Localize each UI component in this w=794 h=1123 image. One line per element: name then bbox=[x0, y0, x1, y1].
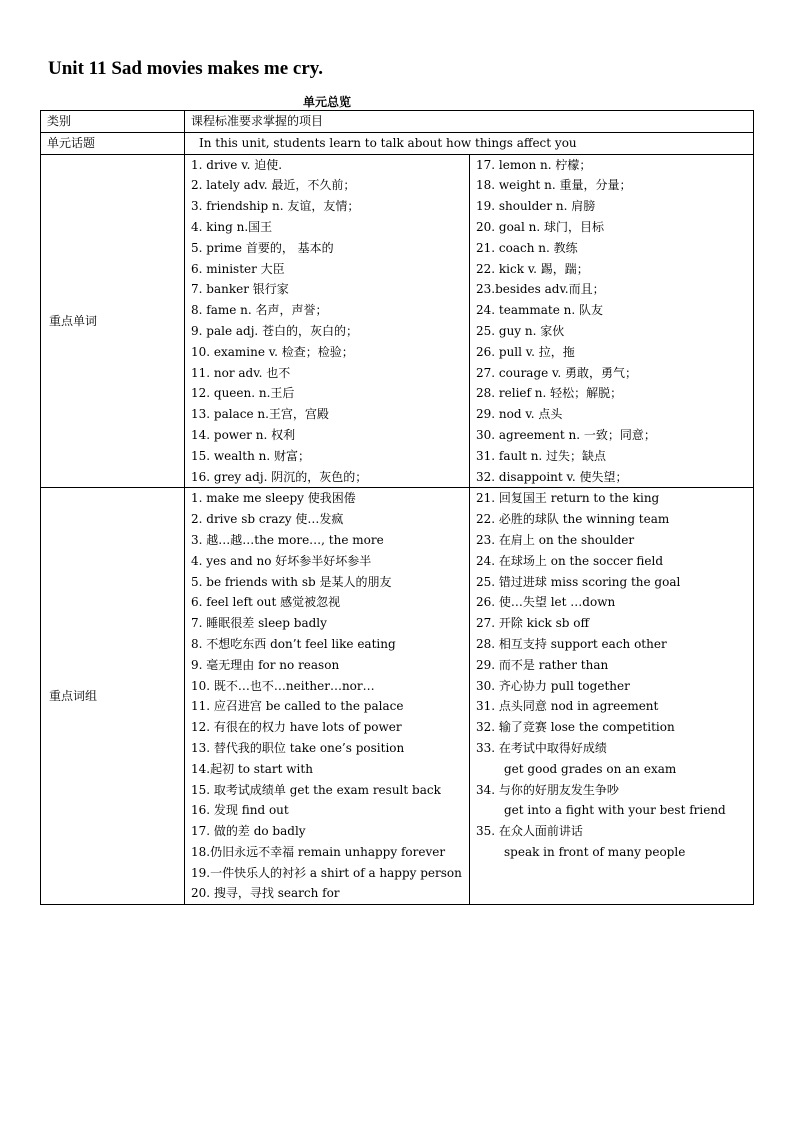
word-item: 29. nod v. 点头 bbox=[476, 407, 563, 422]
table-header-row bbox=[41, 111, 754, 133]
word-item: 21. coach n. 教练 bbox=[476, 240, 578, 255]
header-category: 类别 bbox=[41, 111, 185, 133]
phrase-item: 27. 开除 kick sb off bbox=[476, 616, 590, 631]
phrase-item: 17. 做的差 do badly bbox=[191, 824, 306, 839]
phrase-item: 28. 相互支持 support each other bbox=[476, 636, 667, 651]
word-item: 32. disappoint v. 使失望； bbox=[476, 469, 628, 484]
phrase-item-translation: get into a fight with your best friend bbox=[504, 803, 726, 818]
word-item: 23.besides adv.而且； bbox=[476, 282, 605, 297]
phrase-item: 1. make me sleepy 使我困倦 bbox=[191, 491, 356, 506]
phrase-item-translation: get good grades on an exam bbox=[504, 761, 677, 776]
word-item: 19. shoulder n. 肩膀 bbox=[476, 199, 596, 214]
words-label: 重点单词 bbox=[41, 154, 185, 488]
phrase-item: 21. 回复国王 return to the king bbox=[476, 491, 660, 506]
phrase-item: 25. 错过进球 miss scoring the goal bbox=[476, 574, 681, 589]
phrase-item: 31. 点头同意 nod in agreement bbox=[476, 699, 659, 714]
word-item: 10. examine v. 检查；检验； bbox=[191, 344, 354, 359]
phrase-item: 6. feel left out 感觉被忽视 bbox=[191, 595, 341, 610]
phrase-item: 7. 睡眠很差 sleep badly bbox=[191, 616, 327, 631]
phrases-row bbox=[41, 488, 754, 905]
phrase-item: 23. 在肩上 on the shoulder bbox=[476, 532, 635, 547]
word-item: 1. drive v. 迫使. bbox=[191, 157, 283, 172]
phrase-item: 33. 在考试中取得好成绩 bbox=[476, 740, 607, 755]
word-item: 13. palace n.王宫，宫殿 bbox=[191, 407, 329, 422]
phrase-item: 5. be friends with sb 是某人的朋友 bbox=[191, 574, 392, 589]
topic-row bbox=[41, 132, 754, 154]
word-item: 30. agreement n. 一致；同意； bbox=[476, 427, 656, 442]
overview-table bbox=[40, 110, 754, 905]
phrases-left-column bbox=[185, 488, 470, 905]
word-item: 26. pull v. 拉，拖 bbox=[476, 344, 575, 359]
word-item: 28. relief n. 轻松；解脱； bbox=[476, 386, 623, 401]
word-item: 14. power n. 权利 bbox=[191, 427, 296, 442]
word-item: 8. fame n. 名声，声誉； bbox=[191, 303, 328, 318]
topic-label: 单元话题 bbox=[41, 132, 185, 154]
word-item: 7. banker 银行家 bbox=[191, 282, 289, 297]
word-item: 27. courage v. 勇敢，勇气； bbox=[476, 365, 638, 380]
phrase-item: 22. 必胜的球队 the winning team bbox=[476, 512, 670, 527]
word-item: 17. lemon n. 柠檬； bbox=[476, 157, 592, 172]
word-item: 16. grey adj. 阴沉的，灰色的； bbox=[191, 469, 368, 484]
phrase-item: 14.起初 to start with bbox=[191, 761, 313, 776]
word-item: 24. teammate n. 队友 bbox=[476, 303, 603, 318]
phrase-item: 12. 有很在的权力 have lots of power bbox=[191, 720, 402, 735]
word-item: 15. wealth n. 财富； bbox=[191, 448, 310, 463]
phrase-item: 30. 齐心协力 pull together bbox=[476, 678, 630, 693]
phrase-item: 26. 使…失望 let …down bbox=[476, 595, 616, 610]
phrase-item: 4. yes and no 好坏参半好坏参半 bbox=[191, 553, 372, 568]
phrase-item: 18.仍旧永远不幸福 remain unhappy forever bbox=[191, 844, 446, 859]
word-item: 20. goal n. 球门，目标 bbox=[476, 219, 604, 234]
word-item: 4. king n.国王 bbox=[191, 219, 273, 234]
word-item: 3. friendship n. 友谊，友情； bbox=[191, 199, 360, 214]
words-row bbox=[41, 154, 754, 488]
phrase-item: 16. 发现 find out bbox=[191, 803, 289, 818]
page-title: Unit 11 Sad movies makes me cry. bbox=[48, 58, 323, 79]
word-item: 25. guy n. 家伙 bbox=[476, 323, 565, 338]
phrase-item: 19.一件快乐人的衬衫 a shirt of a happy person bbox=[191, 865, 462, 880]
words-right-column bbox=[470, 154, 754, 488]
phrase-item: 10. 既不…也不…neither…nor… bbox=[191, 678, 375, 693]
word-item: 2. lately adv. 最近，不久前； bbox=[191, 178, 356, 193]
phrase-item: 8. 不想吃东西 don’t feel like eating bbox=[191, 636, 396, 651]
phrase-item: 29. 而不是 rather than bbox=[476, 657, 609, 672]
words-left-column bbox=[185, 154, 470, 488]
phrase-item: 11. 应召进宫 be called to the palace bbox=[191, 699, 404, 714]
topic-text: In this unit, students learn to talk about how things affect you bbox=[185, 132, 754, 154]
header-items: 课程标准要求掌握的项目 bbox=[185, 111, 754, 133]
word-item: 12. queen. n.王后 bbox=[191, 386, 295, 401]
phrase-item: 24. 在球场上 on the soccer field bbox=[476, 553, 664, 568]
phrases-right-column bbox=[470, 488, 754, 905]
table-caption: 单元总览 bbox=[302, 95, 351, 109]
word-item: 22. kick v. 踢，踹； bbox=[476, 261, 589, 276]
phrase-item: 32. 输了竞赛 lose the competition bbox=[476, 720, 675, 735]
phrase-item-translation: speak in front of many people bbox=[504, 844, 686, 859]
phrase-item: 13. 替代我的职位 take one’s position bbox=[191, 740, 405, 755]
word-item: 6. minister 大臣 bbox=[191, 261, 285, 276]
phrase-item: 34. 与你的好朋友发生争吵 bbox=[476, 782, 619, 797]
word-item: 9. pale adj. 苍白的，灰白的； bbox=[191, 323, 359, 338]
phrase-item: 3. 越…越…the more…, the more bbox=[191, 532, 384, 547]
phrase-item: 2. drive sb crazy 使…发疯 bbox=[191, 512, 344, 527]
word-item: 5. prime 首要的， 基本的 bbox=[191, 240, 334, 255]
phrase-item: 15. 取考试成绩单 get the exam result back bbox=[191, 782, 441, 797]
word-item: 18. weight n. 重量，分量； bbox=[476, 178, 632, 193]
phrase-item: 35. 在众人面前讲话 bbox=[476, 824, 583, 839]
phrase-item: 9. 毫无理由 for no reason bbox=[191, 657, 340, 672]
phrase-item: 20. 搜寻，寻找 search for bbox=[191, 886, 340, 901]
word-item: 31. fault n. 过失；缺点 bbox=[476, 448, 607, 463]
word-item: 11. nor adv. 也不 bbox=[191, 365, 291, 380]
phrases-label: 重点词组 bbox=[41, 488, 185, 905]
